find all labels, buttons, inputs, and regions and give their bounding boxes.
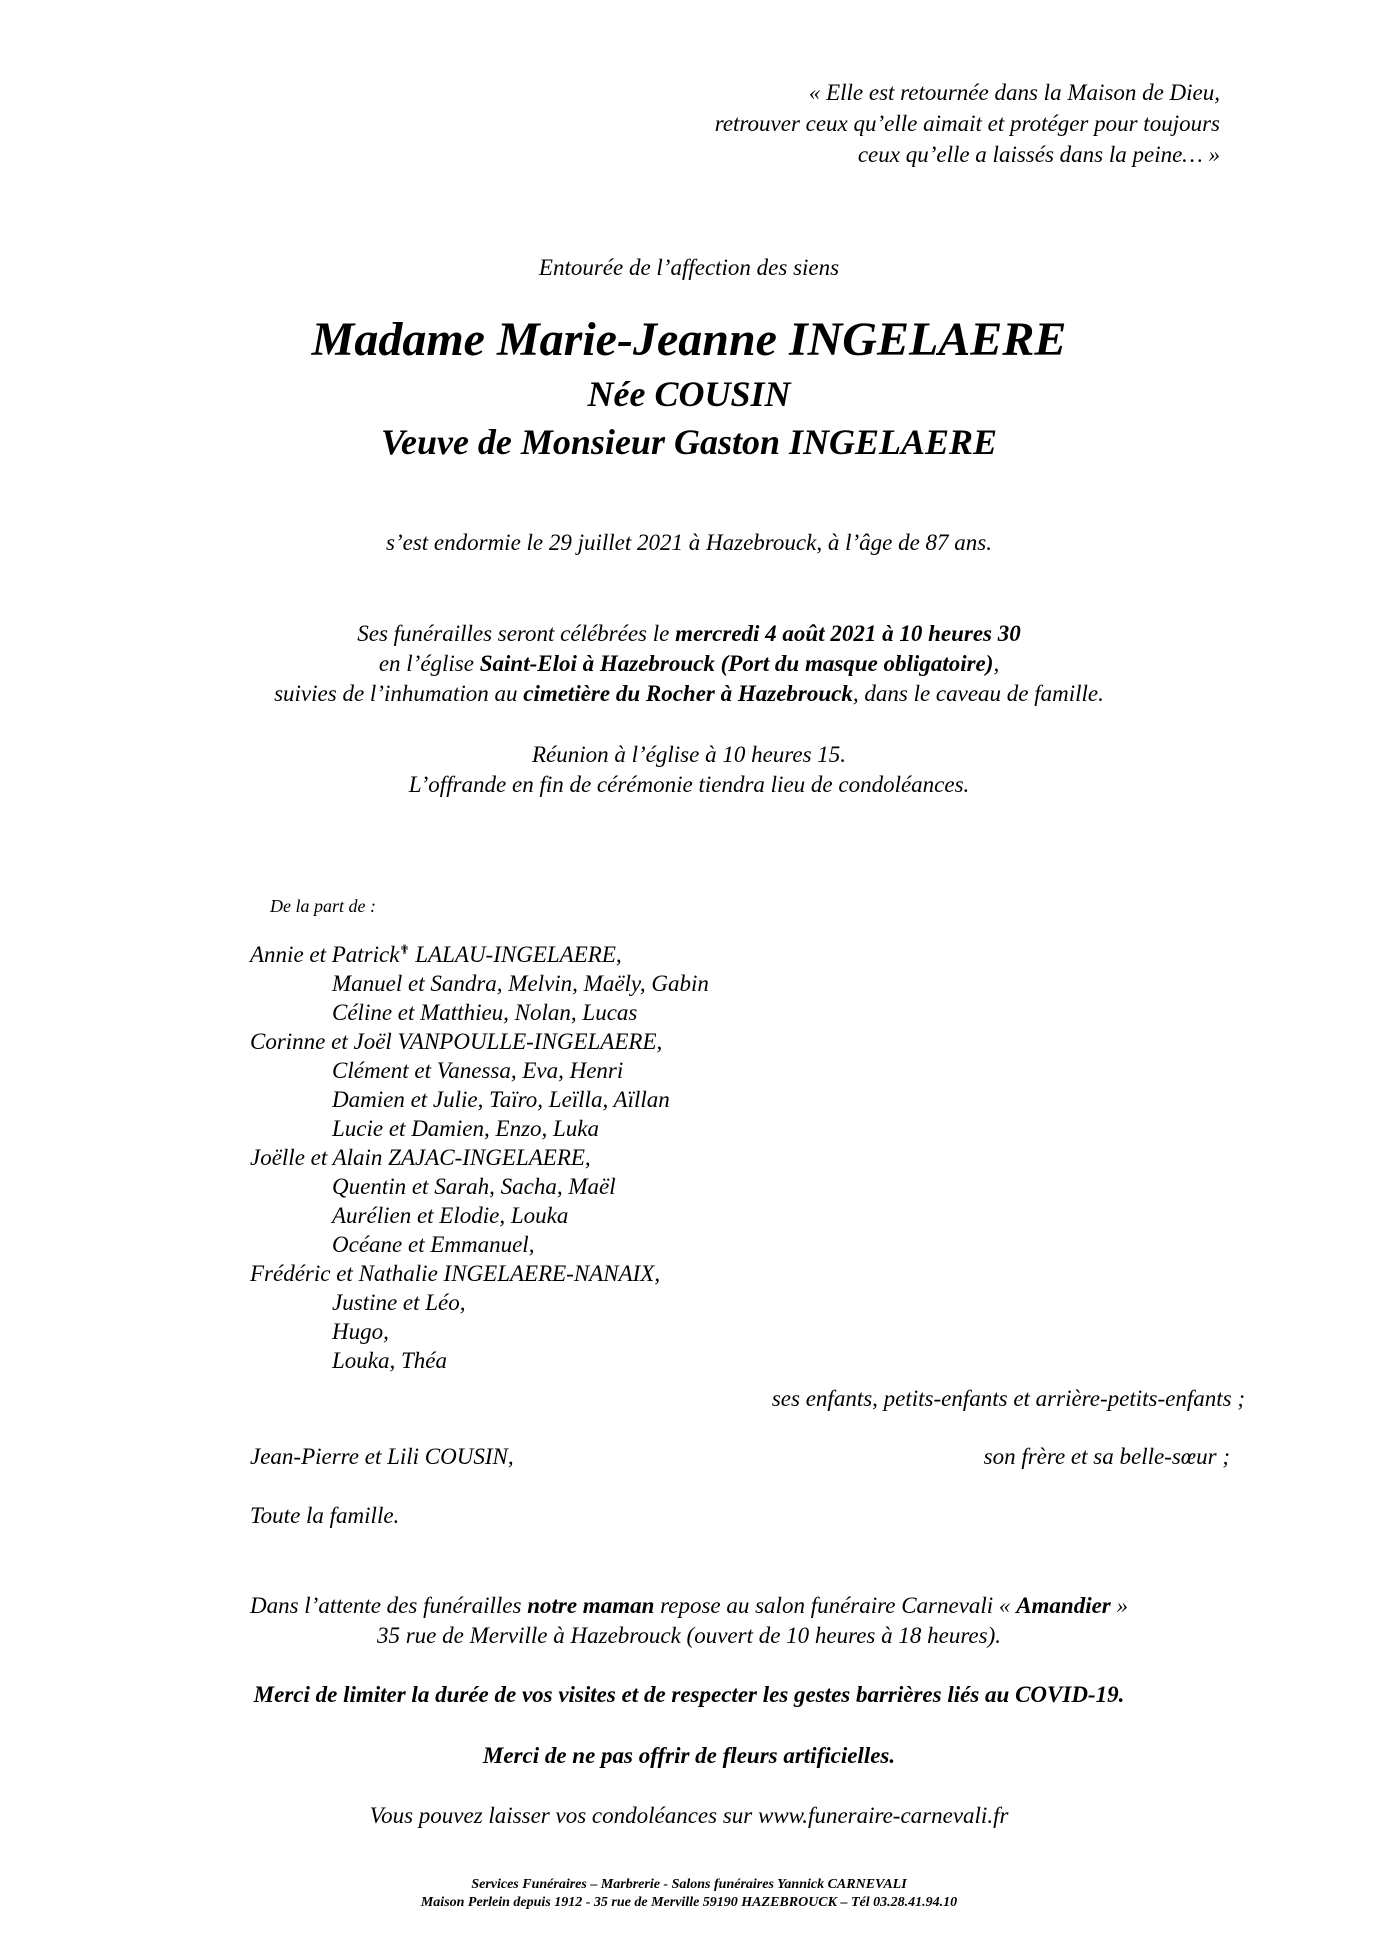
funeral-line-1: Ses funérailles seront célébrées le mercredi 4 août 2021 à 10 heures 30 xyxy=(357,621,1021,646)
intro-text: Entourée de l’affection des siens xyxy=(538,255,840,280)
epigraph-line-1: « Elle est retournée dans la Maison de Dieu, xyxy=(808,80,1220,105)
condolences-line: Vous pouvez laisser vos condoléances sur www.funeraire-carnevali.fr xyxy=(369,1803,1009,1828)
relation-sibling: son frère et sa belle-sœur ; xyxy=(983,1444,1230,1469)
epigraph-line-3: ceux qu’elle a laissés dans la peine… » xyxy=(857,142,1220,167)
family-3-sub-2: Aurélien et Elodie, Louka xyxy=(332,1203,569,1228)
whole-family: Toute la famille. xyxy=(250,1503,400,1528)
funeral-line-2: en l’église Saint-Eloi à Hazebrouck (Port du masque obligatoire), xyxy=(378,651,1000,676)
family-2: Corinne et Joël VANPOULLE-INGELAERE, xyxy=(250,1029,663,1054)
reunion-line-1: Réunion à l’église à 10 heures 15. xyxy=(531,742,847,767)
family-2-sub-1: Clément et Vanessa, Eva, Henri xyxy=(332,1058,624,1083)
family-2-sub-3: Lucie et Damien, Enzo, Luka xyxy=(332,1116,600,1141)
footer-line-2: Maison Perlein depuis 1912 - 35 rue de Merville 59190 HAZEBROUCK – Tél 03.28.41.94.10 xyxy=(420,1895,958,1910)
rest-line-1: Dans l’attente des funérailles notre maman repose au salon funéraire Carnevali « Amandier » xyxy=(249,1593,1129,1618)
deceased-name: Madame Marie-Jeanne INGELAERE xyxy=(311,313,1067,366)
family-1-sub-2: Céline et Matthieu, Nolan, Lucas xyxy=(332,1000,638,1025)
death-notice: s’est endormie le 29 juillet 2021 à Hazebrouck, à l’âge de 87 ans. xyxy=(386,530,992,555)
family-4-sub-3: Louka, Théa xyxy=(332,1348,447,1373)
widow-of: Veuve de Monsieur Gaston INGELAERE xyxy=(380,422,998,462)
de-la-part-label: De la part de : xyxy=(270,896,376,916)
covid-notice: Merci de limiter la durée de vos visites et de respecter les gestes barrières liés au COVID-19. xyxy=(253,1682,1125,1707)
family-1: Annie et Patrick✟ LALAU-INGELAERE, xyxy=(250,942,622,967)
family-4-sub-1: Justine et Léo, xyxy=(332,1290,466,1315)
cross-icon: ✟ xyxy=(399,942,410,957)
family-3-sub-3: Océane et Emmanuel, xyxy=(332,1232,535,1257)
family-3-sub-1: Quentin et Sarah, Sacha, Maël xyxy=(332,1174,616,1199)
family-2-sub-2: Damien et Julie, Taïro, Leïlla, Aïllan xyxy=(332,1087,670,1112)
funeral-line-3: suivies de l’inhumation au cimetière du Rocher à Hazebrouck, dans le caveau de famille. xyxy=(274,681,1104,706)
flowers-notice: Merci de ne pas offrir de fleurs artificielles. xyxy=(482,1743,896,1768)
rest-line-2: 35 rue de Merville à Hazebrouck (ouvert de 10 heures à 18 heures). xyxy=(376,1623,1002,1648)
birth-name: Née COUSIN xyxy=(587,374,791,414)
family-1-sub-1: Manuel et Sandra, Melvin, Maëly, Gabin xyxy=(332,971,709,996)
family-4-sub-2: Hugo, xyxy=(332,1319,389,1344)
reunion-line-2: L’offrande en fin de cérémonie tiendra lieu de condoléances. xyxy=(408,772,970,797)
family-3: Joëlle et Alain ZAJAC-INGELAERE, xyxy=(250,1145,591,1170)
family-4: Frédéric et Nathalie INGELAERE-NANAIX, xyxy=(250,1261,661,1286)
epigraph-line-2: retrouver ceux qu’elle aimait et protéger pour toujours xyxy=(714,111,1220,136)
footer-line-1: Services Funéraires – Marbrerie - Salons funéraires Yannick CARNEVALI xyxy=(471,1877,907,1892)
sibling: Jean-Pierre et Lili COUSIN, xyxy=(250,1444,514,1469)
relation-children: ses enfants, petits-enfants et arrière-petits-enfants ; xyxy=(771,1386,1245,1411)
